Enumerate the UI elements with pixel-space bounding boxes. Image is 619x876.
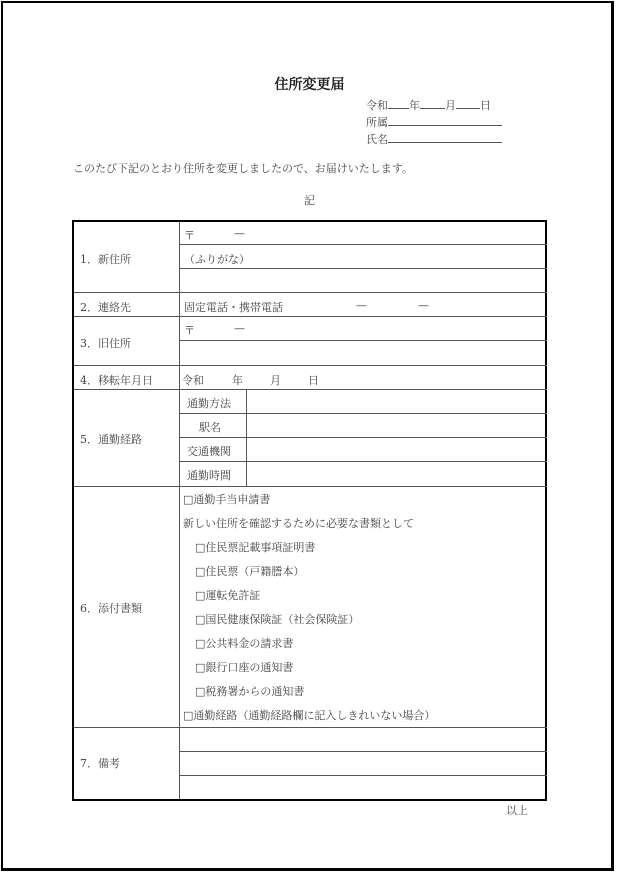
attachment-item[interactable]: □通勤手当申請書 (183, 493, 271, 506)
attachment-item[interactable]: □住民票記載事項証明書 (195, 541, 316, 554)
furigana-label: （ふりがな） (184, 253, 250, 266)
old-postal-dash: — (234, 322, 245, 335)
form-table (72, 220, 547, 801)
row-label-remarks: 7．備考 (80, 757, 120, 770)
name-line (366, 131, 502, 147)
ki-label: 記 (304, 194, 315, 207)
move-date-reiwa: 令和 (182, 374, 204, 387)
attachment-item[interactable]: □税務署からの通知書 (195, 685, 305, 698)
phone-dash-2: — (418, 299, 429, 312)
label-column-divider (179, 222, 180, 799)
month-blank[interactable] (420, 98, 445, 109)
affiliation-label: 所属 (366, 116, 388, 129)
attachment-item[interactable]: □銀行口座の通知書 (195, 661, 294, 674)
old-postal-mark: 〒 (184, 324, 195, 337)
date-month-label: 月 (445, 99, 456, 112)
row-label-commute: 5．通勤経路 (80, 433, 142, 446)
date-reiwa-label: 令和 (366, 99, 388, 112)
commute-transport: 交通機関 (187, 445, 231, 458)
row-label-new-address: 1．新住所 (80, 253, 131, 266)
attachment-item[interactable]: □国民健康保険証（社会保険証） (195, 613, 360, 626)
commute-method: 通勤方法 (187, 397, 231, 410)
row-label-contact: 2．連絡先 (80, 301, 131, 314)
year-blank[interactable] (388, 98, 409, 109)
new-postal-dash: — (234, 227, 245, 240)
row-label-attachments: 6．添付書類 (80, 602, 142, 615)
attachment-item[interactable]: □通勤経路（通勤経路欄に記入しきれいない場合） (183, 709, 436, 722)
attachment-item[interactable]: □運転免許証 (195, 589, 261, 602)
move-date-month: 月 (270, 374, 281, 387)
name-blank[interactable] (388, 132, 502, 143)
move-date-day: 日 (308, 374, 319, 387)
date-year-label: 年 (409, 99, 420, 112)
affiliation-blank[interactable] (388, 115, 502, 126)
row-label-move-date: 4．移転年月日 (80, 374, 153, 387)
affiliation-line (366, 114, 502, 130)
day-blank[interactable] (456, 98, 480, 109)
commute-time: 通勤時間 (187, 469, 231, 482)
closing-ijo: 以上 (506, 804, 528, 817)
date-line (366, 97, 491, 113)
document-title: 住所変更届 (274, 77, 345, 93)
move-date-year: 年 (232, 374, 243, 387)
new-postal-mark: 〒 (184, 229, 195, 242)
name-label: 氏名 (366, 133, 388, 146)
phone-label: 固定電話・携帯電話 (184, 301, 283, 314)
attachment-note: 新しい住所を確認するために必要な書類として (183, 517, 414, 530)
attachment-item[interactable]: □住民票（戸籍謄本） (195, 565, 305, 578)
commute-station: 駅名 (199, 421, 221, 434)
phone-dash-1: — (356, 299, 367, 312)
attachment-item[interactable]: □公共料金の請求書 (195, 637, 294, 650)
row-label-old-address: 3．旧住所 (80, 337, 131, 350)
intro-text: このたび下記のとおり住所を変更しましたので、お届けいたします。 (73, 162, 413, 175)
date-day-label: 日 (480, 99, 491, 112)
